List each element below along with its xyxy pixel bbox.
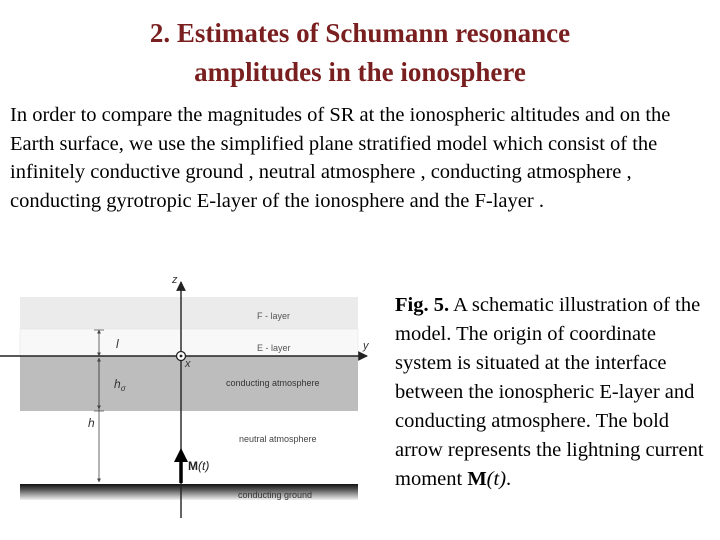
caption-fig-label: Fig. 5. bbox=[395, 294, 450, 316]
z-axis-label: z bbox=[172, 274, 178, 286]
f-layer-label: F - layer bbox=[257, 311, 291, 321]
intro-paragraph: In order to compare the magnitudes of SR at the ionospheric altitudes and on the Earth surface, we use the simplified plane stratified model which consist of the infinitely conductive ground , neutral atmosphere , conducting atmosphere , conducting gyrotropic E-layer of the ionosphere and the F-layer . bbox=[10, 104, 671, 212]
dim-h-label: h bbox=[88, 416, 95, 430]
slide-title bbox=[0, 14, 720, 92]
conducting-atmosphere-label: conducting atmosphere bbox=[226, 378, 320, 388]
caption-period: . bbox=[506, 468, 512, 490]
conducting-ground-label: conducting ground bbox=[238, 490, 313, 500]
dim-l-label: l bbox=[116, 337, 119, 351]
e-layer-label: E - layer bbox=[257, 343, 291, 353]
title-line-2: amplitudes in the ionosphere bbox=[194, 57, 526, 87]
caption-moment-bold: M bbox=[467, 468, 487, 490]
figure-caption bbox=[395, 291, 713, 494]
neutral-atmosphere-label: neutral atmosphere bbox=[239, 434, 317, 444]
dim-h-sigma-label: $h_\sigma$ bbox=[114, 377, 126, 393]
f-layer-band bbox=[20, 297, 358, 329]
neutral-atmosphere-band bbox=[20, 411, 358, 484]
model-figure bbox=[0, 270, 372, 530]
title-line-1: 2. Estimates of Schumann resonance bbox=[149, 18, 571, 48]
caption-text: A schematic illustration of the model. The origin of coordinate system is situated at the interface between the ionospheric E-layer and conducting atmosphere. The bold arrow represents the lightning current moment bbox=[395, 294, 704, 490]
e-layer-band bbox=[20, 329, 358, 356]
origin-dot bbox=[180, 355, 183, 358]
y-axis-label: y bbox=[363, 340, 369, 352]
caption-moment-italic: (t) bbox=[486, 468, 507, 490]
x-axis-label: x bbox=[185, 358, 191, 370]
moment-label: M(t) bbox=[188, 459, 210, 473]
